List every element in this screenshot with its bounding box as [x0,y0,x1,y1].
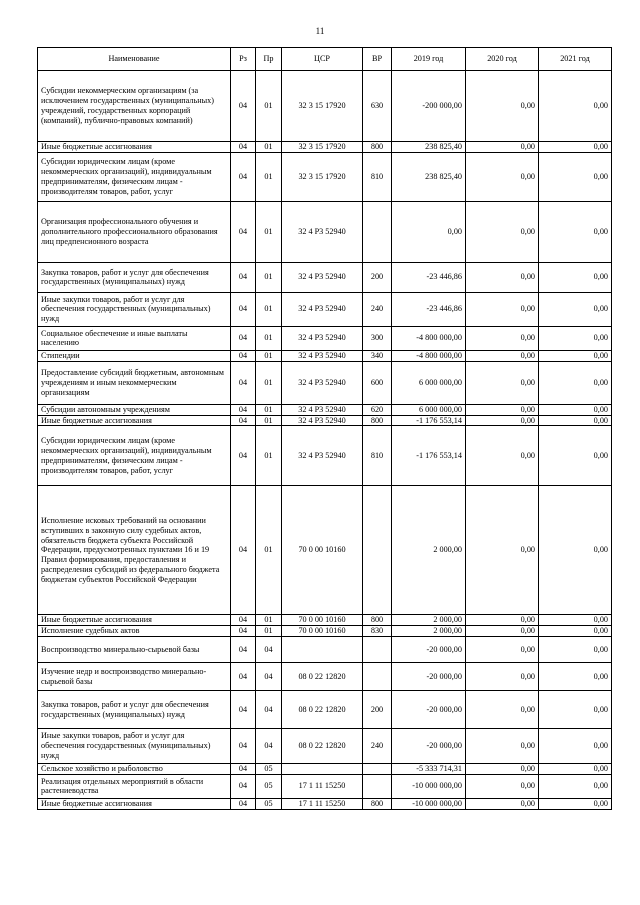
cell-pr: 05 [256,798,282,809]
cell-csr: 08 0 22 12820 [282,729,363,764]
cell-rz: 04 [231,350,256,361]
table-row [38,415,612,426]
cell-pr: 01 [256,262,282,292]
cell-2021: 0,00 [539,615,612,626]
header-rz: Рз [231,48,256,71]
cell-csr: 32 4 P3 52940 [282,404,363,415]
cell-2021: 0,00 [539,404,612,415]
table-row [38,774,612,798]
table-row [38,729,612,764]
page-number: 11 [315,26,325,36]
header-vr: ВР [363,48,392,71]
cell-vr: 800 [363,142,392,153]
cell-rz: 04 [231,486,256,615]
cell-2020: 0,00 [466,350,539,361]
cell-2019: -4 800 000,00 [392,326,466,350]
cell-2020: 0,00 [466,415,539,426]
cell-csr: 32 4 P3 52940 [282,361,363,404]
cell-pr: 01 [256,404,282,415]
cell-rz: 04 [231,774,256,798]
table-row [38,350,612,361]
cell-2021: 0,00 [539,764,612,775]
cell-pr: 05 [256,764,282,775]
cell-name: Иные бюджетные ассигнования [38,798,231,809]
cell-vr [363,486,392,615]
cell-vr: 830 [363,626,392,637]
table-row [38,201,612,262]
cell-2020: 0,00 [466,798,539,809]
cell-name: Исполнение исковых требований на основании вступивших в законную силу судебных актов, обязательств бюджета субъекта Российской Федерации, предусмотренных пунктами 16 и 19 Правил формирования, предоставления и распределения субсидий из федерального бюджета бюджетам субъектов Российской Федерации [38,486,231,615]
cell-2021: 0,00 [539,426,612,486]
table-row [38,615,612,626]
cell-2021: 0,00 [539,415,612,426]
table-row [38,262,612,292]
cell-2021: 0,00 [539,729,612,764]
cell-vr: 240 [363,292,392,326]
cell-2020: 0,00 [466,774,539,798]
cell-2021: 0,00 [539,152,612,201]
header-2019: 2019 год [392,48,466,71]
cell-csr: 08 0 22 12820 [282,691,363,729]
cell-rz: 04 [231,152,256,201]
cell-name: Иные закупки товаров, работ и услуг для обеспечения государственных (муниципальных) нужд [38,292,231,326]
cell-2021: 0,00 [539,142,612,153]
table-row [38,764,612,775]
cell-name: Реализация отдельных мероприятий в области растениеводства [38,774,231,798]
cell-csr: 17 1 11 15250 [282,798,363,809]
cell-2019: -5 333 714,31 [392,764,466,775]
cell-2019: 238 825,40 [392,142,466,153]
cell-rz: 04 [231,663,256,691]
cell-2021: 0,00 [539,292,612,326]
cell-2019: 2 000,00 [392,486,466,615]
cell-name: Социальное обеспечение и иные выплаты населению [38,326,231,350]
cell-vr [363,764,392,775]
cell-2019: -10 000 000,00 [392,798,466,809]
cell-name: Изучение недр и воспроизводство минерально-сырьевой базы [38,663,231,691]
cell-name: Субсидии автономным учреждениям [38,404,231,415]
cell-rz: 04 [231,201,256,262]
cell-vr [363,637,392,663]
cell-2020: 0,00 [466,404,539,415]
cell-rz: 04 [231,798,256,809]
header-pr: Пр [256,48,282,71]
cell-2021: 0,00 [539,71,612,142]
cell-2020: 0,00 [466,201,539,262]
cell-2019: -1 176 553,14 [392,415,466,426]
cell-rz: 04 [231,637,256,663]
cell-2020: 0,00 [466,637,539,663]
cell-2020: 0,00 [466,426,539,486]
cell-csr: 70 0 00 10160 [282,486,363,615]
cell-pr: 04 [256,729,282,764]
cell-name: Предоставление субсидий бюджетным, автономным учреждениям и иным некоммерческим организациям [38,361,231,404]
cell-csr: 32 3 15 17920 [282,71,363,142]
table-row [38,404,612,415]
cell-2019: -23 446,86 [392,292,466,326]
cell-name: Иные бюджетные ассигнования [38,142,231,153]
cell-2020: 0,00 [466,691,539,729]
cell-2019: -4 800 000,00 [392,350,466,361]
cell-2020: 0,00 [466,292,539,326]
table-row [38,663,612,691]
cell-pr: 04 [256,663,282,691]
cell-2020: 0,00 [466,262,539,292]
cell-rz: 04 [231,262,256,292]
cell-2019: -23 446,86 [392,262,466,292]
cell-name: Закупка товаров, работ и услуг для обеспечения государственных (муниципальных) нужд [38,691,231,729]
cell-name: Иные бюджетные ассигнования [38,615,231,626]
cell-rz: 04 [231,691,256,729]
cell-pr: 01 [256,142,282,153]
cell-pr: 04 [256,637,282,663]
cell-vr [363,774,392,798]
cell-2020: 0,00 [466,361,539,404]
table-row [38,691,612,729]
cell-pr: 05 [256,774,282,798]
cell-2020: 0,00 [466,729,539,764]
cell-2021: 0,00 [539,201,612,262]
table-row [38,486,612,615]
cell-2020: 0,00 [466,326,539,350]
cell-pr: 01 [256,350,282,361]
table-row [38,426,612,486]
cell-pr: 01 [256,326,282,350]
cell-csr: 32 3 15 17920 [282,142,363,153]
cell-vr: 800 [363,615,392,626]
cell-2021: 0,00 [539,637,612,663]
cell-pr: 01 [256,292,282,326]
cell-csr: 32 4 P3 52940 [282,415,363,426]
cell-rz: 04 [231,361,256,404]
cell-2020: 0,00 [466,764,539,775]
cell-2021: 0,00 [539,262,612,292]
cell-csr: 32 3 15 17920 [282,152,363,201]
cell-rz: 04 [231,326,256,350]
cell-name: Воспроизводство минерально-сырьевой базы [38,637,231,663]
cell-vr: 600 [363,361,392,404]
cell-vr: 340 [363,350,392,361]
cell-csr: 32 4 P3 52940 [282,350,363,361]
cell-2021: 0,00 [539,798,612,809]
table-row [38,637,612,663]
cell-rz: 04 [231,142,256,153]
cell-2019: -10 000 000,00 [392,774,466,798]
cell-csr: 32 4 P3 52940 [282,201,363,262]
cell-name: Субсидии юридическим лицам (кроме некоммерческих организаций), индивидуальным предпринимателям, физическим лицам - производителям товаров, работ, услуг [38,152,231,201]
cell-pr: 01 [256,615,282,626]
cell-csr: 32 4 P3 52940 [282,326,363,350]
cell-2019: -1 176 553,14 [392,426,466,486]
table-row [38,152,612,201]
cell-2021: 0,00 [539,774,612,798]
cell-pr: 01 [256,426,282,486]
cell-pr: 01 [256,626,282,637]
cell-vr: 200 [363,262,392,292]
cell-pr: 01 [256,486,282,615]
table-row [38,361,612,404]
cell-2020: 0,00 [466,626,539,637]
cell-2019: -20 000,00 [392,637,466,663]
cell-rz: 04 [231,404,256,415]
cell-vr: 800 [363,415,392,426]
cell-2021: 0,00 [539,691,612,729]
header-csr: ЦСР [282,48,363,71]
cell-rz: 04 [231,626,256,637]
cell-2021: 0,00 [539,326,612,350]
cell-2019: 238 825,40 [392,152,466,201]
cell-csr: 32 4 P3 52940 [282,292,363,326]
cell-2019: 6 000 000,00 [392,361,466,404]
cell-2019: 6 000 000,00 [392,404,466,415]
cell-csr: 32 4 P3 52940 [282,426,363,486]
cell-2019: 0,00 [392,201,466,262]
cell-2021: 0,00 [539,361,612,404]
table-header-row [38,48,612,71]
cell-pr: 01 [256,152,282,201]
cell-name: Закупка товаров, работ и услуг для обеспечения государственных (муниципальных) нужд [38,262,231,292]
cell-rz: 04 [231,415,256,426]
cell-2019: -20 000,00 [392,729,466,764]
cell-vr: 630 [363,71,392,142]
cell-name: Субсидии некоммерческим организациям (за исключением государственных (муниципальных) учреждений, государственных корпораций (компаний), публично-правовых компаний) [38,71,231,142]
cell-pr: 04 [256,691,282,729]
cell-pr: 01 [256,415,282,426]
cell-vr: 800 [363,798,392,809]
cell-pr: 01 [256,361,282,404]
header-name: Наименование [38,48,231,71]
cell-name: Иные бюджетные ассигнования [38,415,231,426]
budget-table [37,47,612,810]
cell-2020: 0,00 [466,71,539,142]
cell-csr: 70 0 00 10160 [282,626,363,637]
table-row [38,626,612,637]
cell-2021: 0,00 [539,663,612,691]
cell-vr: 200 [363,691,392,729]
cell-rz: 04 [231,292,256,326]
cell-vr [363,201,392,262]
cell-rz: 04 [231,71,256,142]
cell-2019: -200 000,00 [392,71,466,142]
cell-csr [282,637,363,663]
table-row [38,142,612,153]
cell-rz: 04 [231,764,256,775]
cell-pr: 01 [256,71,282,142]
cell-2020: 0,00 [466,152,539,201]
cell-vr: 810 [363,152,392,201]
table-row [38,326,612,350]
table-row [38,292,612,326]
cell-name: Стипендии [38,350,231,361]
cell-name: Исполнение судебных актов [38,626,231,637]
cell-csr [282,764,363,775]
cell-2021: 0,00 [539,486,612,615]
cell-name: Организация профессионального обучения и дополнительного профессионального образования лиц предпенсионного возраста [38,201,231,262]
cell-rz: 04 [231,615,256,626]
cell-csr: 32 4 P3 52940 [282,262,363,292]
cell-2020: 0,00 [466,615,539,626]
table-row [38,798,612,809]
cell-vr: 240 [363,729,392,764]
cell-2019: 2 000,00 [392,626,466,637]
cell-csr: 70 0 00 10160 [282,615,363,626]
cell-2019: 2 000,00 [392,615,466,626]
cell-csr: 08 0 22 12820 [282,663,363,691]
cell-2021: 0,00 [539,350,612,361]
cell-2020: 0,00 [466,486,539,615]
cell-csr: 17 1 11 15250 [282,774,363,798]
cell-2019: -20 000,00 [392,663,466,691]
cell-2019: -20 000,00 [392,691,466,729]
cell-name: Сельское хозяйство и рыболовство [38,764,231,775]
cell-rz: 04 [231,729,256,764]
cell-name: Субсидии юридическим лицам (кроме некоммерческих организаций), индивидуальным предпринимателям, физическим лицам - производителям товаров, работ, услуг [38,426,231,486]
cell-rz: 04 [231,426,256,486]
cell-pr: 01 [256,201,282,262]
cell-vr: 300 [363,326,392,350]
cell-vr: 620 [363,404,392,415]
header-2020: 2020 год [466,48,539,71]
cell-2020: 0,00 [466,142,539,153]
cell-name: Иные закупки товаров, работ и услуг для обеспечения государственных (муниципальных) нужд [38,729,231,764]
header-2021: 2021 год [539,48,612,71]
cell-2021: 0,00 [539,626,612,637]
cell-vr: 810 [363,426,392,486]
cell-2020: 0,00 [466,663,539,691]
table-row [38,71,612,142]
cell-vr [363,663,392,691]
